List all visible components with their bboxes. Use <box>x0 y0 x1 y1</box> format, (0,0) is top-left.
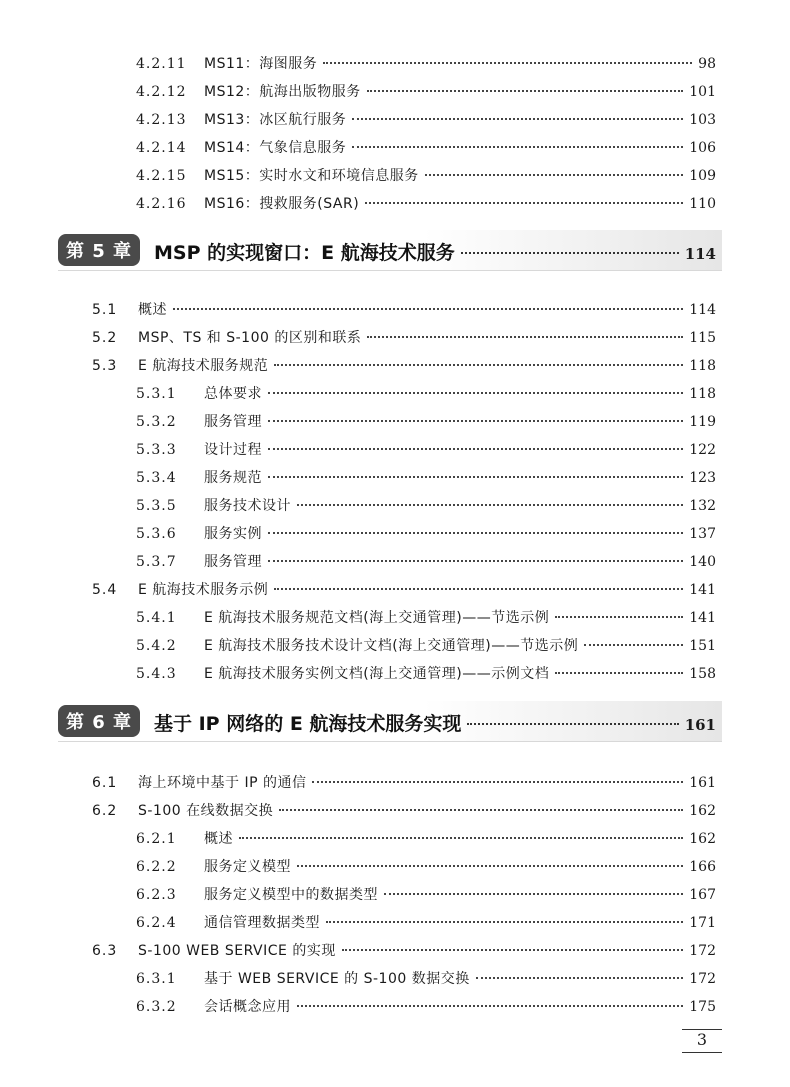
toc-entry[interactable] <box>92 326 716 347</box>
toc-entry[interactable] <box>136 136 716 157</box>
dot-leader <box>297 991 683 1007</box>
toc-entry[interactable] <box>92 578 716 599</box>
entry-number: 5.4.2 <box>136 638 177 654</box>
entry-page: 162 <box>689 803 716 819</box>
dot-leader <box>384 879 683 895</box>
entry-number: 6.1 <box>92 775 118 791</box>
dot-leader <box>173 294 683 310</box>
entry-title: 会话概念应用 <box>204 999 291 1015</box>
entry-page: 175 <box>689 999 716 1015</box>
entry-title: E 航海技术服务实例文档(海上交通管理)——示例文档 <box>204 666 550 682</box>
dot-leader <box>461 236 679 254</box>
entry-number: 4.2.11 <box>136 56 187 72</box>
entry-number: 5.1 <box>92 302 118 318</box>
dot-leader <box>365 188 683 204</box>
entry-number: 4.2.15 <box>136 168 187 184</box>
entry-title: E 航海技术服务示例 <box>138 582 269 598</box>
dot-leader <box>352 132 683 148</box>
entry-title: 通信管理数据类型 <box>204 915 320 931</box>
entry-page: 141 <box>689 582 716 598</box>
entry-number: 5.4 <box>92 582 118 598</box>
entry-title: 服务规范 <box>204 470 262 486</box>
toc-entry[interactable] <box>136 606 716 627</box>
toc-entry[interactable] <box>136 438 716 459</box>
entry-title: 概述 <box>138 302 167 318</box>
entry-title: E 航海技术服务规范文档(海上交通管理)——节选示例 <box>204 610 550 626</box>
dot-leader <box>297 851 683 867</box>
entry-page: 114 <box>689 302 716 318</box>
toc-entry[interactable] <box>136 662 716 683</box>
dot-leader <box>555 602 683 618</box>
chapter-title: MSP 的实现窗口：E 航海技术服务 <box>154 242 455 264</box>
chapter-title: 基于 IP 网络的 E 航海技术服务实现 <box>154 713 462 735</box>
entry-title: MS12：航海出版物服务 <box>204 84 361 100</box>
entry-title: E 航海技术服务规范 <box>138 358 269 374</box>
toc-entry[interactable] <box>136 494 716 515</box>
entry-title: 服务定义模型中的数据类型 <box>204 887 378 903</box>
entry-number: 6.3.2 <box>136 999 177 1015</box>
entry-number: 6.2.2 <box>136 859 177 875</box>
entry-page: 167 <box>689 887 716 903</box>
entry-number: 5.4.1 <box>136 610 177 626</box>
entry-number: 5.3.7 <box>136 554 177 570</box>
entry-page: 110 <box>689 196 716 212</box>
dot-leader <box>323 48 692 64</box>
entry-number: 5.2 <box>92 330 118 346</box>
entry-title: 基于 WEB SERVICE 的 S-100 数据交换 <box>204 971 470 987</box>
entry-title: 概述 <box>204 831 233 847</box>
entry-number: 4.2.13 <box>136 112 187 128</box>
dot-leader <box>239 823 683 839</box>
entry-number: 5.3.6 <box>136 526 177 542</box>
dot-leader <box>274 574 683 590</box>
entry-page: 141 <box>689 610 716 626</box>
entry-title: E 航海技术服务技术设计文档(海上交通管理)——节选示例 <box>204 638 579 654</box>
entry-number: 6.2.3 <box>136 887 177 903</box>
entry-page: 162 <box>689 831 716 847</box>
toc-entry[interactable] <box>136 52 716 73</box>
entry-page: 172 <box>689 971 716 987</box>
toc-entry[interactable] <box>92 298 716 319</box>
entry-title: 服务实例 <box>204 526 262 542</box>
dot-leader <box>279 795 683 811</box>
entry-page: 103 <box>689 112 716 128</box>
toc-entry[interactable] <box>136 550 716 571</box>
dot-leader <box>555 658 683 674</box>
entry-page: 161 <box>689 775 716 791</box>
entry-page: 158 <box>689 666 716 682</box>
toc-entry[interactable] <box>136 911 716 932</box>
entry-title: 总体要求 <box>204 386 262 402</box>
toc-entry[interactable] <box>136 410 716 431</box>
entry-title: MS15：实时水文和环境信息服务 <box>204 168 419 184</box>
entry-number: 4.2.14 <box>136 140 187 156</box>
entry-title: MS11：海图服务 <box>204 56 318 72</box>
chapter-badge: 第 6 章 <box>58 705 140 737</box>
toc-entry[interactable] <box>92 939 716 960</box>
toc-entry[interactable] <box>136 108 716 129</box>
entry-title: 服务管理 <box>204 554 262 570</box>
dot-leader <box>268 434 683 450</box>
entry-number: 5.3.4 <box>136 470 177 486</box>
entry-title: MS14：气象信息服务 <box>204 140 347 156</box>
entry-page: 106 <box>689 140 716 156</box>
entry-title: 服务定义模型 <box>204 859 291 875</box>
entry-page: 172 <box>689 943 716 959</box>
entry-title: S-100 在线数据交换 <box>138 803 274 819</box>
chapter-header[interactable] <box>58 701 722 742</box>
entry-title: 设计过程 <box>204 442 262 458</box>
entry-number: 5.3.3 <box>136 442 177 458</box>
entry-title: 服务技术设计 <box>204 498 291 514</box>
toc-entry[interactable] <box>136 466 716 487</box>
entry-number: 6.3.1 <box>136 971 177 987</box>
dot-leader <box>312 767 683 783</box>
toc-entry[interactable] <box>136 827 716 848</box>
entry-page: 137 <box>689 526 716 542</box>
chapter-header[interactable] <box>58 230 722 271</box>
entry-number: 6.2.1 <box>136 831 177 847</box>
dot-leader <box>268 546 683 562</box>
dot-leader <box>326 907 683 923</box>
chapter-page: 114 <box>684 245 716 263</box>
toc-entry[interactable] <box>136 164 716 185</box>
toc-entry[interactable] <box>136 634 716 655</box>
entry-number: 5.4.3 <box>136 666 177 682</box>
toc-entry[interactable] <box>136 995 716 1016</box>
dot-leader <box>367 322 683 338</box>
toc-entry[interactable] <box>136 967 716 988</box>
entry-page: 123 <box>689 470 716 486</box>
dot-leader <box>274 350 683 366</box>
dot-leader <box>367 76 683 92</box>
entry-number: 5.3.5 <box>136 498 177 514</box>
dot-leader <box>425 160 683 176</box>
toc-entry[interactable] <box>136 382 716 403</box>
entry-title: MS13：冰区航行服务 <box>204 112 347 128</box>
entry-number: 5.3.2 <box>136 414 177 430</box>
entry-page: 140 <box>689 554 716 570</box>
toc-entry[interactable] <box>92 799 716 820</box>
chapter-badge: 第 5 章 <box>58 234 140 266</box>
entry-page: 119 <box>689 414 716 430</box>
entry-page: 98 <box>698 56 716 72</box>
entry-page: 101 <box>689 84 716 100</box>
page-number: 3 <box>696 1030 708 1049</box>
dot-leader <box>352 104 683 120</box>
entry-title: 服务管理 <box>204 414 262 430</box>
toc-entry[interactable] <box>136 522 716 543</box>
folio-rule-bottom <box>682 1052 722 1053</box>
entry-number: 5.3 <box>92 358 118 374</box>
entry-page: 132 <box>689 498 716 514</box>
dot-leader <box>268 462 683 478</box>
entry-page: 115 <box>689 330 716 346</box>
entry-page: 122 <box>689 442 716 458</box>
dot-leader <box>268 378 683 394</box>
entry-number: 4.2.16 <box>136 196 187 212</box>
dot-leader <box>467 707 678 725</box>
entry-page: 166 <box>689 859 716 875</box>
entry-number: 6.3 <box>92 943 118 959</box>
dot-leader <box>584 630 683 646</box>
dot-leader <box>297 490 683 506</box>
toc-entry[interactable] <box>136 80 716 101</box>
dot-leader <box>476 963 684 979</box>
entry-number: 4.2.12 <box>136 84 187 100</box>
entry-page: 151 <box>689 638 716 654</box>
entry-title: MS16：搜救服务(SAR) <box>204 196 360 212</box>
toc-entry[interactable] <box>92 771 716 792</box>
dot-leader <box>342 935 683 951</box>
entry-number: 5.3.1 <box>136 386 177 402</box>
dot-leader <box>268 406 683 422</box>
dot-leader <box>268 518 683 534</box>
chapter-page: 161 <box>684 716 716 734</box>
entry-title: MSP、TS 和 S-100 的区别和联系 <box>138 330 362 346</box>
entry-number: 6.2 <box>92 803 118 819</box>
entry-page: 109 <box>689 168 716 184</box>
entry-title: 海上环境中基于 IP 的通信 <box>138 775 307 791</box>
toc-entry[interactable] <box>136 855 716 876</box>
entry-page: 118 <box>689 386 716 402</box>
toc-entry[interactable] <box>92 354 716 375</box>
entry-number: 6.2.4 <box>136 915 177 931</box>
toc-entry[interactable] <box>136 192 716 213</box>
entry-page: 171 <box>689 915 716 931</box>
entry-page: 118 <box>689 358 716 374</box>
entry-title: S-100 WEB SERVICE 的实现 <box>138 943 336 959</box>
toc-entry[interactable] <box>136 883 716 904</box>
